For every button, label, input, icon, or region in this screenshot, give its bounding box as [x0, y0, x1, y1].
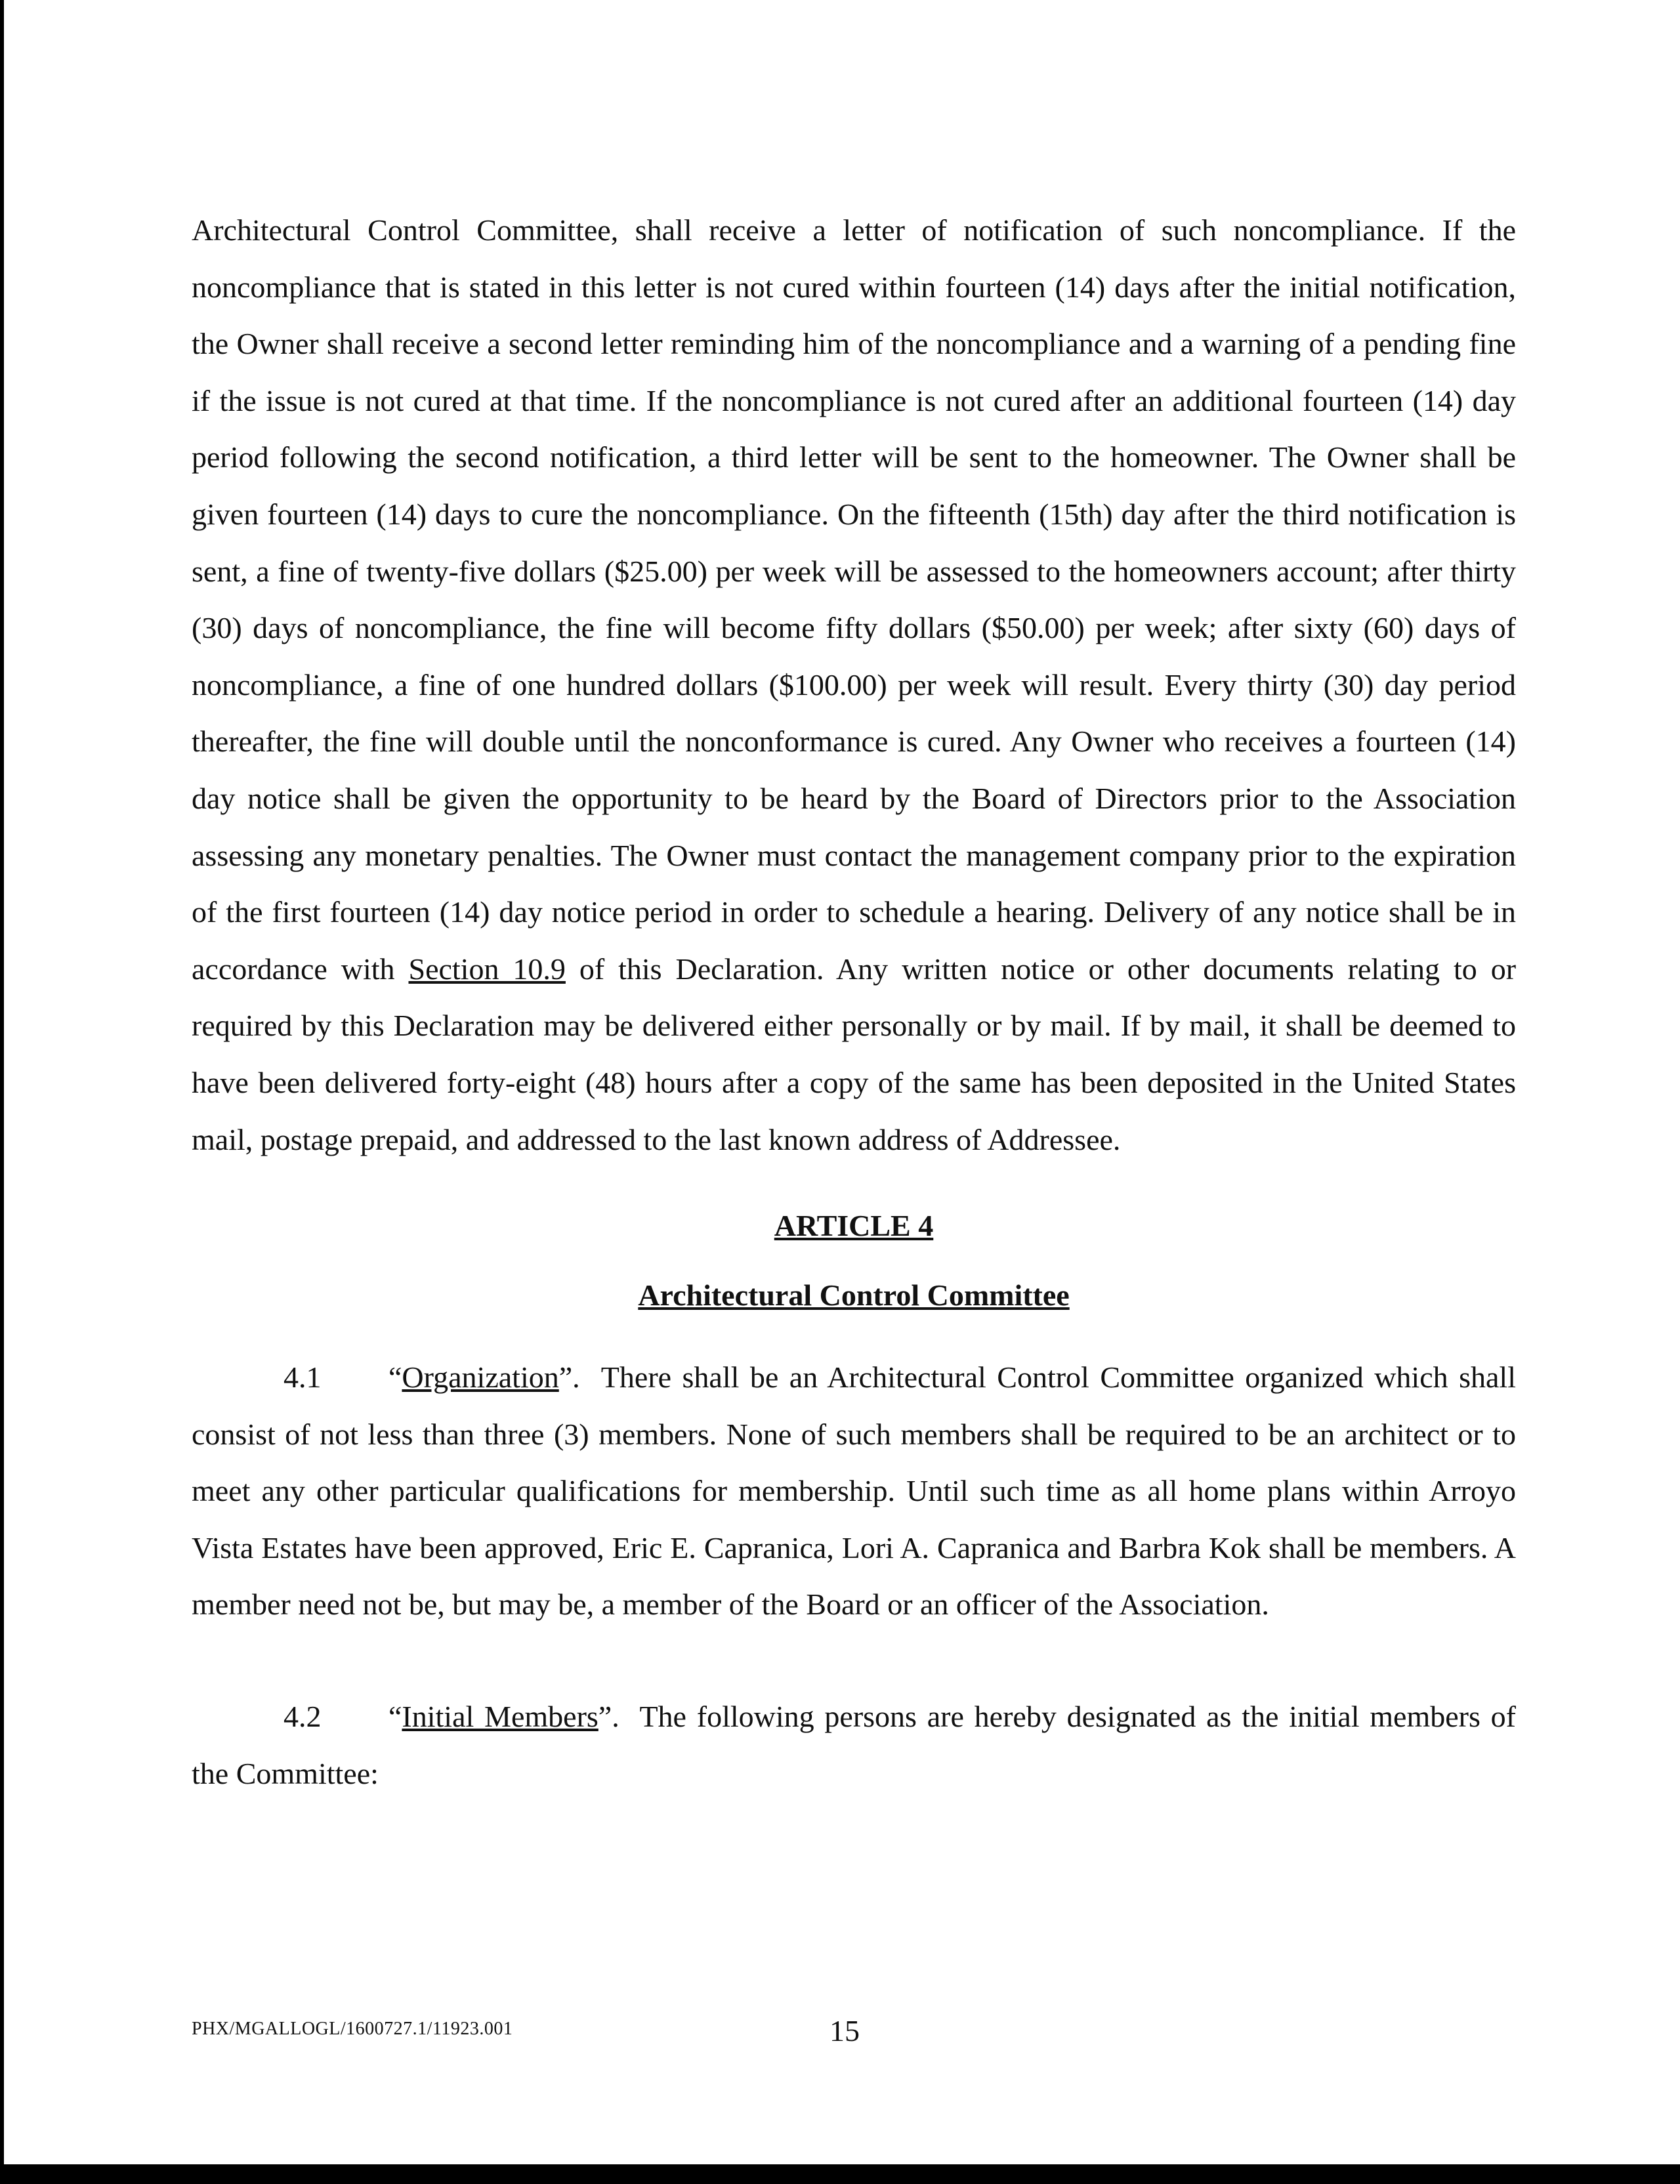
paragraph-text-continued: of this Declaration. Any written notice or other documents relating to or required by this Declaration may be delivered either personally or by mail. If by mail, it shall be deemed to have been delivered forty-eight (48) hours after a copy of the same has been deposited in the United States mail, postage prepaid, and addressed to the last known address of Addressee.: [192, 952, 1517, 1156]
section-text: The following persons are hereby designated as the initial members of the Committee:: [192, 1700, 1516, 1790]
document-page: [192, 202, 1516, 1802]
footer-page-number: 15: [830, 2014, 860, 2048]
section-number: 4.2: [284, 1700, 322, 1734]
section-text: There shall be an Architectural Control Committee organized which shall consist of not less than three (3) members. None of such members shall be required to be an architect or to meet any other particular qualifications for membership. Until such time as all home plans within Arroyo Vista Estates have been approved, Eric E. Capranica, Lori A. Capranica and Barbra Kok shall be members. A member need not be, but may be, a member of the Board or an officer of the Association.: [192, 1360, 1516, 1622]
section-reference-link: Section 10.9: [408, 952, 566, 986]
open-quote: “: [388, 1360, 402, 1395]
section-heading: Organization: [402, 1360, 559, 1395]
scan-left-edge: [0, 0, 4, 2184]
close-quote: ”.: [558, 1360, 580, 1395]
section-heading: Initial Members: [402, 1700, 598, 1734]
section-4-2: [192, 1689, 1516, 1802]
open-quote: “: [388, 1700, 402, 1734]
footer-document-code: PHX/MGALLOGL/1600727.1/11923.001: [192, 2019, 513, 2039]
scan-bottom-edge: [0, 2164, 1680, 2184]
close-quote: ”.: [598, 1700, 620, 1734]
section-number: 4.1: [284, 1360, 322, 1395]
article-title-heading: Architectural Control Committee: [638, 1278, 1070, 1312]
section-4-1: [192, 1349, 1516, 1633]
paragraph-text: Architectural Control Committee, shall receive a letter of notification of such noncompliance. If the noncompliance that is stated in this letter is not cured within fourteen (14) days after the initial notification, the Owner shall receive a second letter reminding him of the noncompliance and a warning of a pending fine if the issue is not cured at that time. If the noncompliance is not cured after an additional fourteen (14) day period following the second notification, a third letter will be sent to the homeowner. The Owner shall be given fourteen (14) days to cure the noncompliance. On the fifteenth (15th) day after the third notification is sent, a fine of twenty-five dollars ($25.00) per week will be assessed to the homeowners account; after thirty (30) days of noncompliance, the fine will become fifty dollars ($50.00) per week; after sixty (60) days of noncompliance, a fine of one hundred dollars ($100.00) per week will result. Every thirty (30) day period thereafter, the fine will double until the nonconformance is cured. Any Owner who receives a fourteen (14) day notice shall be given the opportunity to be heard by the Board of Directors prior to the Association assessing any monetary penalties. The Owner must contact the management company prior to the expiration of the first fourteen (14) day notice period in order to schedule a hearing. Delivery of any notice shall be in accordance with: [192, 213, 1516, 986]
article-number-heading: ARTICLE 4: [774, 1209, 934, 1243]
paragraph-noncompliance-notice: [192, 202, 1516, 1168]
